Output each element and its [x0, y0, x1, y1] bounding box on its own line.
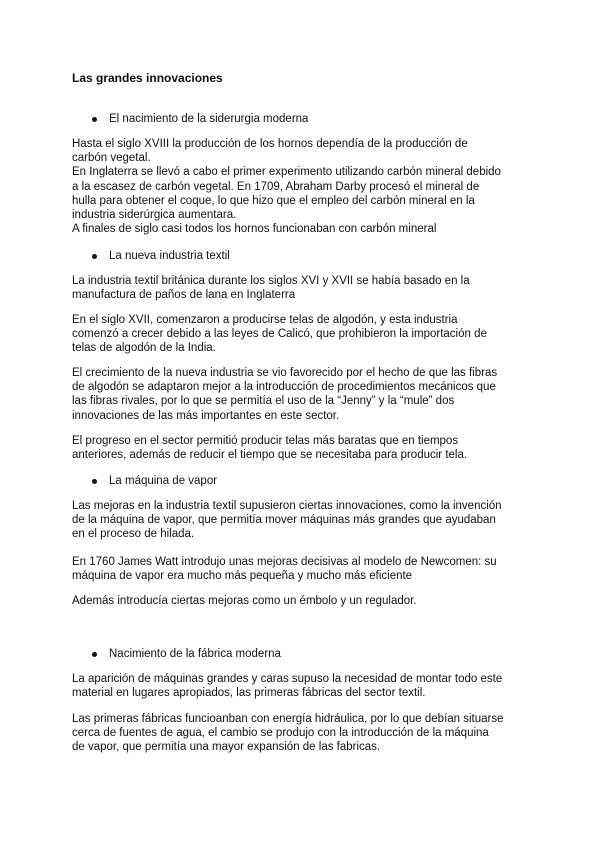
section-heading-vapor	[92, 474, 217, 488]
section-heading-fabrica	[92, 647, 281, 661]
bullet-icon	[92, 652, 97, 657]
paragraph: Hasta el siglo XVIII la producción de los hornos dependía de la producción de carbón vegetal. En Inglaterra se llevó a cabo el primer experimento utilizando carbón mineral debido a la escasez de carbón vegetal. En 1709, Abraham Darby procesó el mineral de hulla para obtener el coque, lo que hizo que el empleo del carbón mineral en la industria siderúrgica aumentara. A finales de siglo casi todos los hornos funcionaban con carbón mineral	[72, 138, 501, 236]
paragraph: En 1760 James Watt introdujo unas mejoras decisivas al modelo de Newcomen: su máquina de vapor era mucho más pequeña y mucho más eficiente	[72, 556, 497, 583]
paragraph: Las mejoras en la industria textil supusieron ciertas innovaciones, como la invención de la máquina de vapor, que permitía mover máquinas más grandes que ayudaban en el proceso de hilada.	[72, 500, 502, 541]
paragraph: El progreso en el sector permitió producir telas más baratas que en tiempos anteriores, además de reducir el tiempo que se necesitaba para producir tela.	[72, 435, 468, 462]
section-heading-siderurgia	[92, 112, 308, 126]
section-heading-textil	[92, 249, 230, 263]
bullet-icon	[92, 117, 97, 122]
paragraph: En el siglo XVII, comenzaron a producirse telas de algodón, y esta industria comenzó a crecer debido a las leyes de Calicó, que prohibieron la importación de telas de algodón de la India.	[72, 314, 487, 355]
section-heading-label: Nacimiento de la fábrica moderna	[109, 648, 281, 660]
section-heading-label: El nacimiento de la siderurgia moderna	[109, 113, 309, 125]
section-heading-label: La máquina de vapor	[109, 475, 218, 487]
paragraph: Además introducía ciertas mejoras como un émbolo y un regulador.	[72, 595, 417, 607]
bullet-icon	[92, 479, 97, 484]
paragraph: Las primeras fábricas funcioanban con energía hidráulica, por lo que debían situarse cerca de fuentes de agua, el cambio se produjo con la introducción de la máquina de vapor, que permitía una mayor expansión de las fabricas.	[72, 713, 504, 754]
page-title: Las grandes innovaciones	[72, 71, 223, 85]
bullet-icon	[92, 254, 97, 259]
paragraph: El crecimiento de la nueva industria se vio favorecido por el hecho de que las fibras de algodón se adaptaron mejor a la introducción de procedimientos mecánicos que las fibras rivales, por lo que se permitía el uso de la “Jenny” y la “mule” dos innovaciones de las más importantes en este sector.	[72, 367, 498, 422]
paragraph: La industria textil británica durante los siglos XVI y XVII se había basado en la manufactura de paños de lana en Inglaterra	[72, 275, 470, 302]
paragraph: La aparición de máquinas grandes y caras supuso la necesidad de montar todo este material en lugares apropiados, las primeras fábricas del sector textil.	[72, 673, 503, 700]
section-heading-label: La nueva industria textil	[109, 250, 230, 262]
